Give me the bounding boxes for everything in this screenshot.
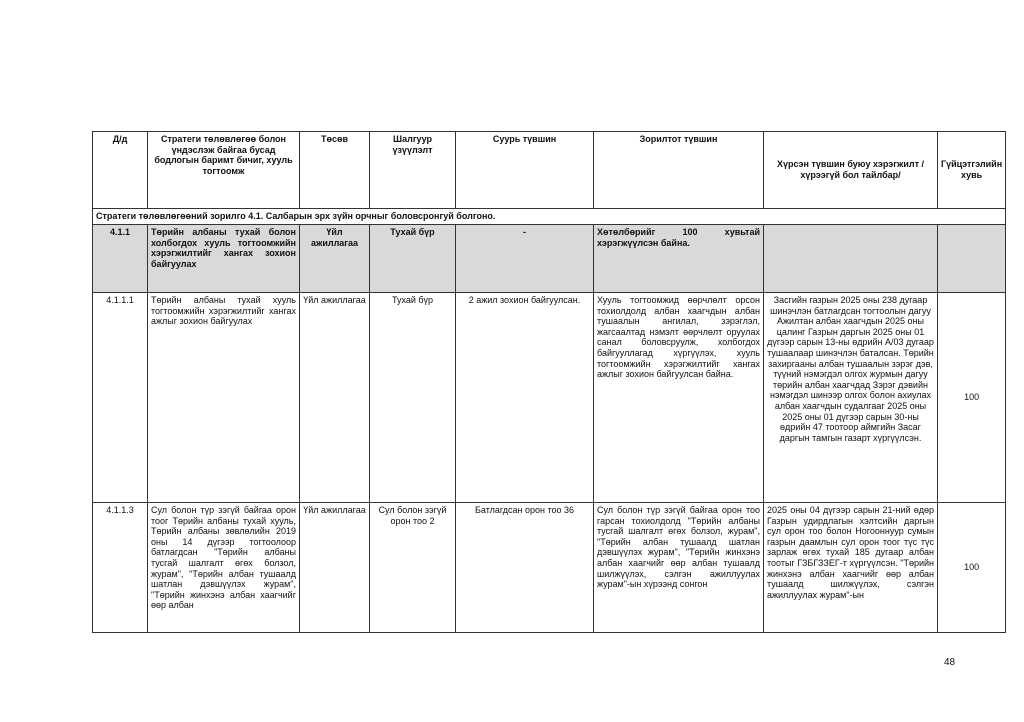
goal-text: Стратеги төлөвлөгөөний зорилго 4.1. Салбарын эрх зүйн орчныг боловсронгуй болгоно. [93, 209, 1006, 225]
row-target: Хөтөлбөрийг 100 хувьтай хэрэгжүүлсэн байна. [594, 225, 764, 293]
col-header-no: Д/д [93, 132, 148, 209]
row-criterion: Тухай бүр [370, 225, 456, 293]
row-achieved [764, 225, 938, 293]
row-percent: 100 [938, 293, 1006, 503]
row-id: 4.1.1 [93, 225, 148, 293]
row-target: Хууль тогтоомжид өөрчлөлт орсон тохиолдолд албан хаагчдын албан тушаалын ангилал, зэрэглэл, жагсаалтад нэмэлт өөрчлөлт оруулах санал боловсруулж, холбогдох байгууллагад хүргүүлэх, хууль тогтоомжийн хэрэгжилтийг хангах ажлыг зохион байгуулсан байна. [594, 293, 764, 503]
row-baseline: Батлагдсан орон тоо 36 [456, 503, 594, 633]
col-header-achieved: Хүрсэн түвшин буюу хэрэгжилт /хүрээгүй бол тайлбар/ [764, 132, 938, 209]
row-id: 4.1.1.3 [93, 503, 148, 633]
row-percent: 100 [938, 503, 1006, 633]
row-baseline: - [456, 225, 594, 293]
strategy-table [92, 131, 1006, 633]
row-achieved: 2025 оны 04 дүгээр сарын 21-ний өдөр Газрын удирдлагын хэлтсийн даргын сул орон тоо болон Ногооннуур сумын газрын даамлын сул орон тоог түс түс зарлаж өгөх тухай 185 дугаар албан тоотыг ГЗБГЗЗЕГ-т хүргүүлсэн. "Төрийн жинхэнэ албан хаагчийг өөр албан тушаалд шилжүүлэх, сэлгэн ажиллуулах журам"-ын [764, 503, 938, 633]
col-header-budget: Төсөв [300, 132, 370, 209]
table-row [93, 293, 1006, 503]
table-row [93, 503, 1006, 633]
row-budget: Үйл ажиллагаа [300, 503, 370, 633]
table-row [93, 225, 1006, 293]
row-budget: Үйл ажиллагаа [300, 225, 370, 293]
col-header-criterion: Шалгуур үзүүлэлт [370, 132, 456, 209]
row-criterion: Сул болон зэгүй орон тоо 2 [370, 503, 456, 633]
goal-row [93, 209, 1006, 225]
row-budget: Үйл ажиллагаа [300, 293, 370, 503]
row-baseline: 2 ажил зохион байгуулсан. [456, 293, 594, 503]
row-percent [938, 225, 1006, 293]
row-target: Сул болон түр зэгүй байгаа орон тоо гарсан тохиолдолд "Төрийн албаны тусгай шалгалт өгөх болзол, журам", "Төрийн албан тушаалд шатлан дэвшүүлэх журам", "Төрийн жинхэнэ албан хаагчийг өөр албан тушаалд шилжүүлэх, сэлгэн ажиллуулах журам"-ын хүрээнд сонгон [594, 503, 764, 633]
header-row [93, 132, 1006, 209]
row-document: Төрийн албаны тухай хууль тогтоомжийн хэрэгжилтийг хангах ажлыг зохион байгуулах [148, 293, 300, 503]
col-header-percent: Гүйцэтгэлийн хувь [938, 132, 1006, 209]
row-document: Сул болон түр зэгүй байгаа орон тоог Төрийн албаны тухай хууль, Төрийн албаны зөвлөлийн 2019 оны 14 дүгээр тогтоолоор батлагдсан "Төрийн албаны тусгай шалгалт өгөх болзол, журам", "Төрийн албан тушаалд шатлан дэвшүүлэх журам", "Төрийн жинхэнэ албан хаагчийг өөр албан [148, 503, 300, 633]
col-header-document: Стратеги төлөвлөгөө болон үндэслэж байгаа бусад бодлогын баримт бичиг, хууль тогтоомж [148, 132, 300, 209]
row-id: 4.1.1.1 [93, 293, 148, 503]
row-document: Төрийн албаны тухай болон холбогдох хууль тогтоомжийн хэрэгжилтийг хангах зохион байгуулах [148, 225, 300, 293]
col-header-target: Зорилтот түвшин [594, 132, 764, 209]
row-achieved: Засгийн газрын 2025 оны 238 дугаар шинэчлэн батлагдсан тогтоолын дагуу Ажилтан албан хаагчдын 2025 оны цалинг Газрын даргын 2025 оны 01 дүгээр сарын 13-ны өдрийн А/03 дугаар тушаалаар шинэчлэн баталсан. Төрийн захиргааны албан тушаалын зэрэг дэв, түүний нэмэгдэл олгох журмын дагуу төрийн албан хаагчдад Зэрэг дэвийн нэмэгдэл шинээр олгох болон ахиулах албан хаагчдын судалгааг 2025 оны 2025 оны 01 дүгээр сарын 30-ны өдрийн 47 тоотоор аймгийн Засаг даргын тамгын газарт хүргүүлсэн. [764, 293, 938, 503]
row-criterion: Тухай бүр [370, 293, 456, 503]
col-header-baseline: Суурь түвшин [456, 132, 594, 209]
page-number: 48 [944, 657, 956, 668]
